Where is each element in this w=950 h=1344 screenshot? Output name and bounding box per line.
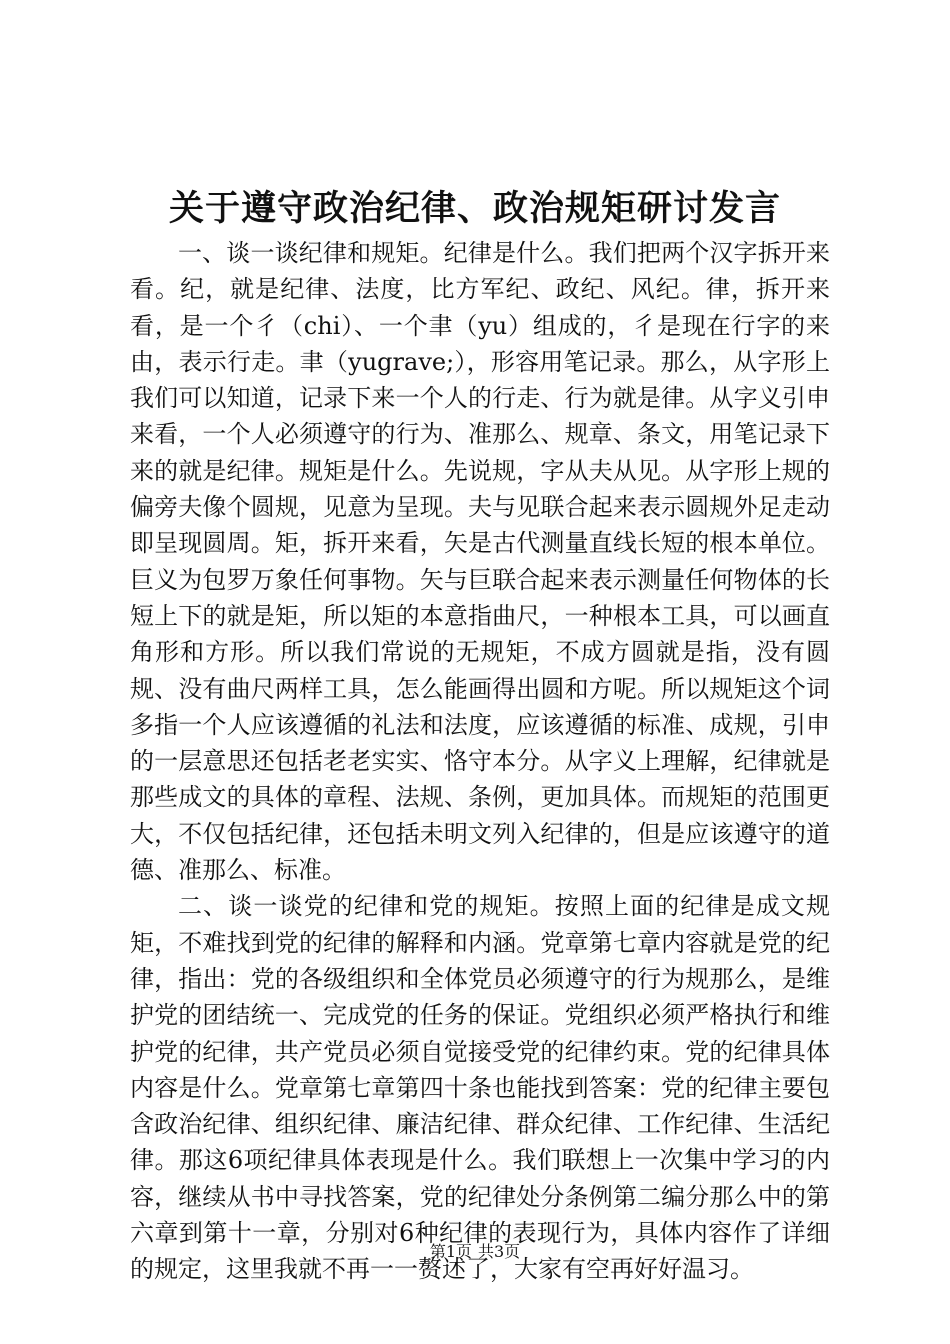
page-footer bbox=[0, 1241, 950, 1263]
paragraph-1: 一、谈一谈纪律和规矩。纪律是什么。我们把两个汉字拆开来看。纪，就是纪律、法度，比方军纪、政纪、风纪。律，拆开来看，是一个彳（chi）、一个聿（yu）组成的，彳是现在行字的来由，表示行走。聿（yugrave;），形容用笔记录。那么，从字形上我们可以知道，记录下来一个人的行走、行为就是律。从字义引申来看，一个人必须遵守的行为、准那么、规章、条文，用笔记录下来的就是纪律。规矩是什么。先说规，字从夫从见。从字形上规的偏旁夫像个圆规，见意为呈现。夫与见联合起来表示圆规外足走动即呈现圆周。矩，拆开来看，矢是古代测量直线长短的根本单位。巨义为包罗万象任何事物。矢与巨联合起来表示测量任何物体的长短上下的就是矩，所以矩的本意指曲尺，一种根本工具，可以画直角形和方形。所以我们常说的无规矩，不成方圆就是指，没有圆规、没有曲尺两样工具，怎么能画得出圆和方呢。所以规矩这个词多指一个人应该遵循的礼法和法度，应该遵循的标准、成规，引申的一层意思还包括老老实实、恪守本分。从字义上理解，纪律就是那些成文的具体的章程、法规、条例，更加具体。而规矩的范围更大，不仅包括纪律，还包括未明文列入纪律的，但是应该遵守的道德、准那么、标准。 bbox=[130, 239, 830, 885]
paragraph-2: 二、谈一谈党的纪律和党的规矩。按照上面的纪律是成文规矩，不难找到党的纪律的解释和内涵。党章第七章内容就是党的纪律，指出：党的各级组织和全体党员必须遵守的行为规那么，是维护党的团结统一、完成党的任务的保证。党组织必须严格执行和维护党的纪律，共产党员必须自觉接受党的纪律约束。党的纪律具体内容是什么。党章第七章第四十条也能找到答案：党的纪律主要包含政治纪律、组织纪律、廉洁纪律、群众纪律、工作纪律、生活纪律。那这6项纪律具体表现是什么。我们联想上一次集中学习的内容，继续从书中寻找答案，党的纪律处分条例第二编分那么中的第六章到第十一章，分别对6种纪律的表现行为，具体内容作了详细的规定，这里我就不再一一赘述了，大家有空再好好温习。 bbox=[130, 892, 830, 1284]
page-total: 共3页 bbox=[478, 1242, 521, 1261]
page-number: 第1页 bbox=[429, 1242, 472, 1261]
document-title: 关于遵守政治纪律、政治规矩研讨发言 bbox=[168, 188, 781, 229]
document-body bbox=[130, 235, 830, 1288]
